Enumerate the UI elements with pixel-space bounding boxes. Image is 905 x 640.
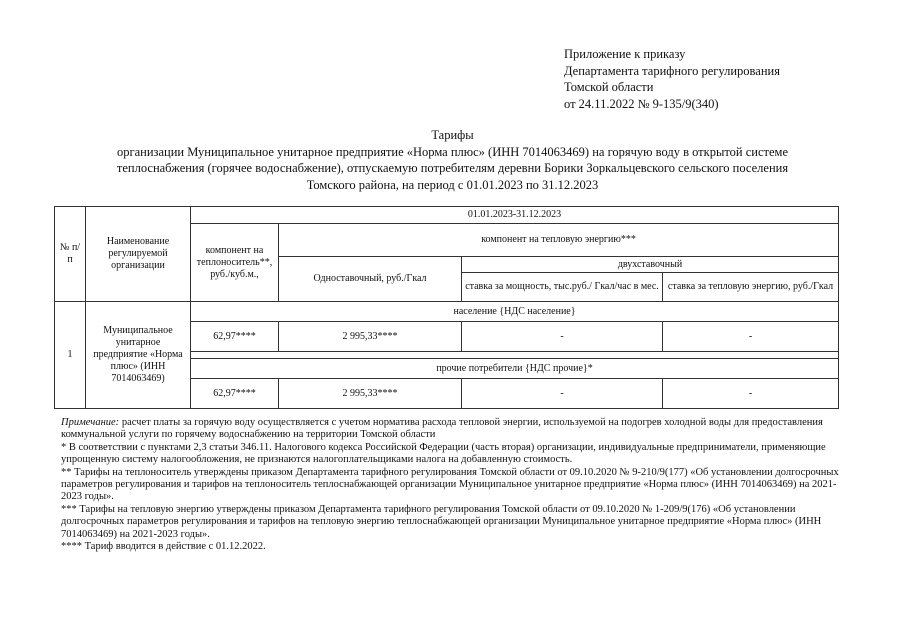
col-header-energy-rate: ставка за тепловую энергию, руб./Гкал	[663, 273, 839, 302]
row-number: 1	[55, 302, 86, 409]
other-single-value: 2 995,33****	[279, 379, 462, 409]
heading-line: теплоснабжения (горячее водоснабжение), отпускаемую потребителям деревни Борики Зоркальцевского сельского поселения	[116, 161, 789, 175]
col-header-two-rate: двухставочный	[462, 257, 839, 273]
col-header-power-rate: ставка за мощность, тыс.руб./ Гкал/час в мес.	[462, 273, 663, 302]
col-header-organization: Наименование регулируемой организации	[86, 207, 191, 302]
group-spacer	[191, 352, 839, 359]
organization-name: Муниципальное унитарное предприятие «Норма плюс» (ИНН 7014063469)	[86, 302, 191, 409]
note-label: Примечание:	[61, 417, 120, 428]
note-text: расчет платы за горячую воду осуществляется с учетом норматива расхода тепловой энергии, используемой на подогрев холодной воды для предоставления коммунальной услуги по горячему водоснабжению на территории Томской области	[61, 417, 823, 441]
footnote-4: **** Тариф вводится в действие с 01.12.2022.	[61, 541, 266, 553]
appendix-line: Томской области	[564, 80, 654, 94]
other-power-value: -	[462, 379, 663, 409]
col-header-single-rate: Одноставочный, руб./Гкал	[279, 257, 462, 302]
other-energy-value: -	[663, 379, 839, 409]
population-energy-value: -	[663, 322, 839, 352]
population-power-value: -	[462, 322, 663, 352]
period-header: 01.01.2023-31.12.2023	[191, 207, 839, 224]
appendix-line: Департамента тарифного регулирования	[564, 63, 780, 78]
appendix-line: от 24.11.2022 № 9-135/9(340)	[564, 96, 719, 111]
population-carrier-value: 62,97****	[191, 322, 279, 352]
footnote-1: * В соответствии с пунктами 2,3 статьи 346.11. Налогового кодекса Российской Федерации (часть вторая) организации, индивидуальные предприниматели, применяющие упрощенную систему налогообложения, не признаются налогоплательщиками налога на добавленную стоимость.	[61, 441, 826, 466]
footnotes	[61, 417, 851, 553]
heading-line: Томского района, на период с 01.01.2023 по 31.12.2023	[306, 177, 599, 192]
footnote-2: ** Тарифы на теплоноситель утверждены приказом Департамента тарифного регулирования Томской области от 09.10.2020 № 9-210/9(177) «Об установлении долгосрочных параметров регулирования и тарифов на теплоноситель теплоснабжающей организации Муниципальное унитарное предприятие «Норма плюс» (ИНН 7014063469) на 2021-2023 годы».	[61, 466, 839, 503]
other-carrier-value: 62,97****	[191, 379, 279, 409]
col-header-energy: компонент на тепловую энергию***	[279, 224, 839, 257]
col-header-carrier: компонент на теплоноситель**, руб./куб.м.,	[191, 224, 279, 302]
population-single-value: 2 995,33****	[279, 322, 462, 352]
col-header-number: № п/п	[55, 207, 86, 302]
heading-line: организации Муниципальное унитарное предприятие «Норма плюс» (ИНН 7014063469) на горячую воду в открытой системе	[116, 144, 788, 159]
footnote-3: *** Тарифы на тепловую энергию утверждены приказом Департамента тарифного регулирования Томской области от 09.10.2020 № 1-209/9(176) «Об установлении долгосрочных параметров регулирования и тарифов на тепловую энергию теплоснабжающей организации Муниципальное унитарное предприятие «Норма плюс» (ИНН 7014063469) на 2021-2023 годы».	[61, 503, 822, 540]
document-heading	[40, 127, 865, 193]
group-header-other: прочие потребители {НДС прочие}*	[191, 359, 839, 379]
appendix-line: Приложение к приказу	[564, 47, 686, 61]
group-header-population: население {НДС население}	[191, 302, 839, 322]
tariff-table	[54, 206, 839, 409]
appendix-header	[564, 46, 780, 112]
document-title: Тарифы	[431, 128, 474, 142]
note-remark	[61, 417, 851, 442]
